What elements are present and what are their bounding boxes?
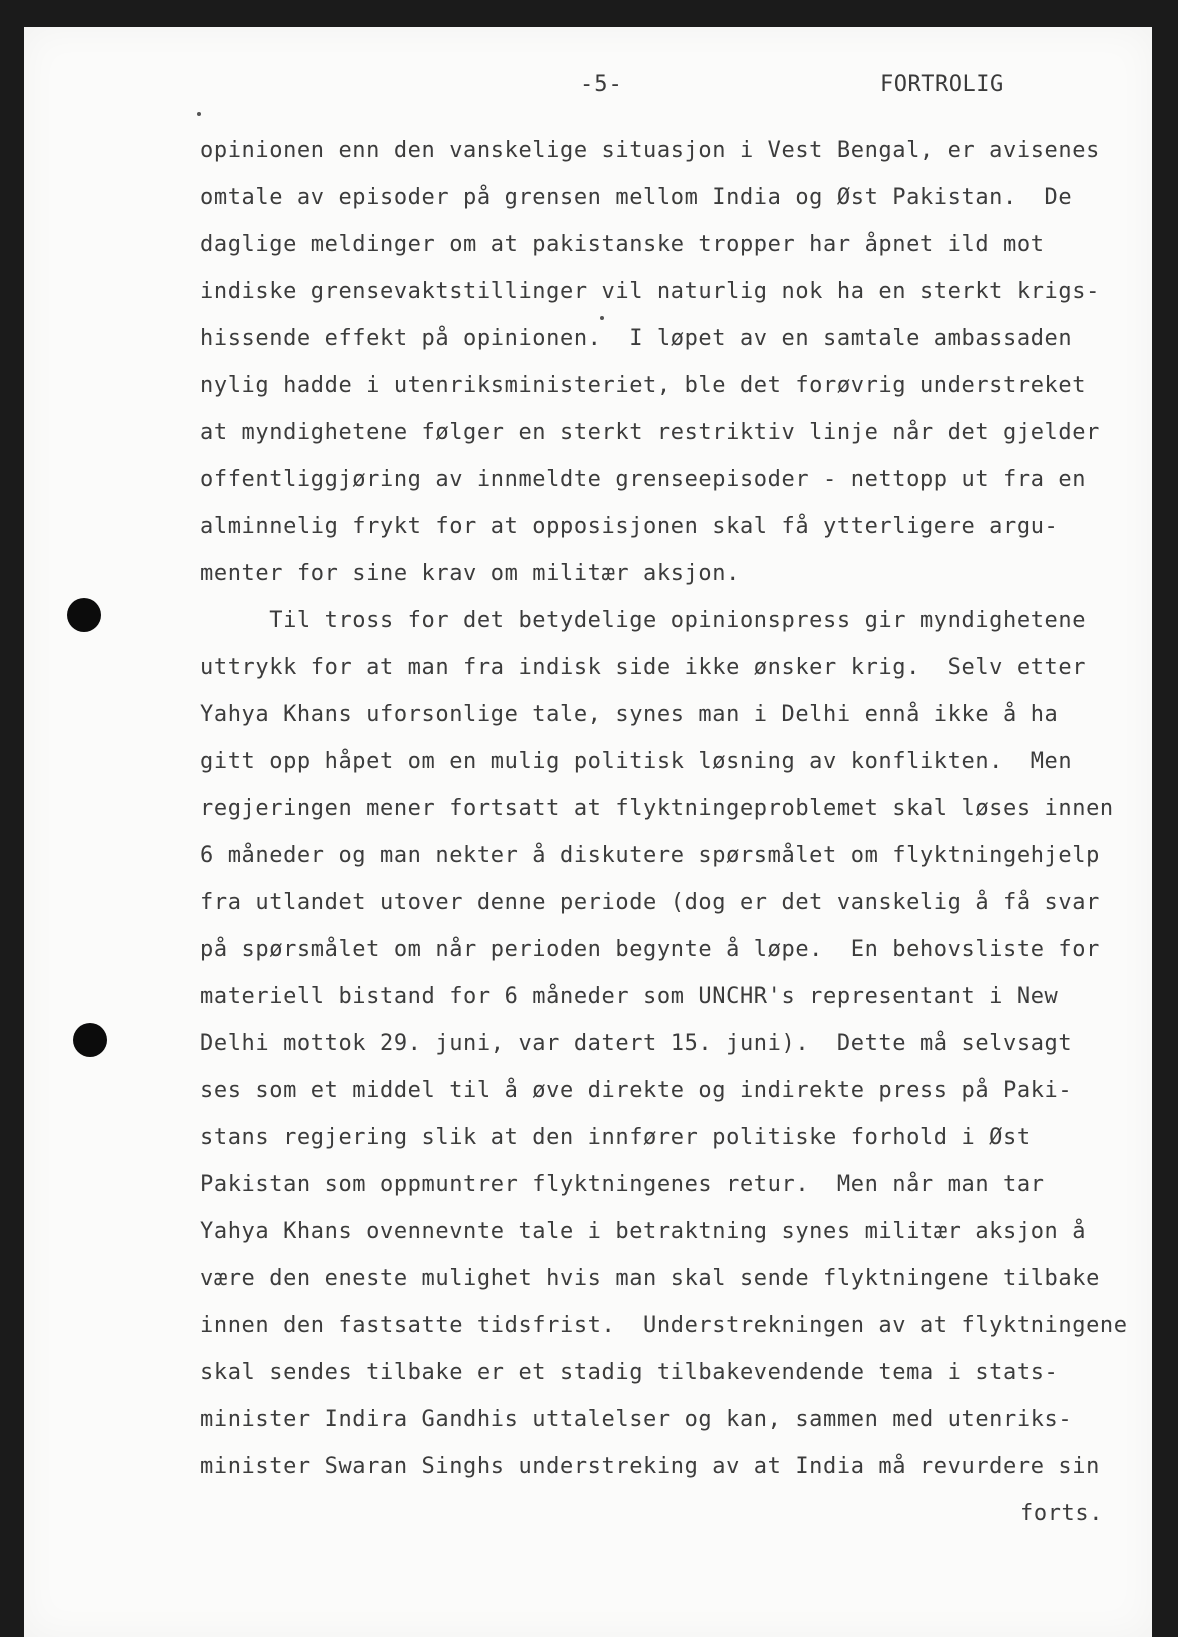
body-text-line: opinionen enn den vanskelige situasjon i Vest Bengal, er avisenes (200, 138, 1100, 163)
body-text-line: innen den fastsatte tidsfrist. Understrekningen av at flyktningene (200, 1313, 1128, 1338)
document-page (24, 27, 1152, 1637)
body-text-line: Delhi mottok 29. juni, var datert 15. juni). Dette må selvsagt (200, 1031, 1073, 1056)
body-text-line: nylig hadde i utenriksministeriet, ble det forøvrig understreket (200, 373, 1087, 398)
body-text-line: fra utlandet utover denne periode (dog er det vanskelig å få svar (200, 890, 1100, 915)
body-text-line: minister Indira Gandhis uttalelser og kan, sammen med utenriks- (200, 1407, 1073, 1432)
classification-marking: FORTROLIG (880, 72, 1004, 97)
punch-hole-top (67, 598, 101, 632)
body-text-line: 6 måneder og man nekter å diskutere spørsmålet om flyktningehjelp (200, 843, 1100, 868)
body-text-line: at myndighetene følger en sterkt restriktiv linje når det gjelder (200, 420, 1100, 445)
body-text-line: Til tross for det betydelige opinionspress gir myndighetene (200, 608, 1087, 633)
body-text-line: menter for sine krav om militær aksjon. (200, 561, 740, 586)
body-text-line: stans regjering slik at den innfører politiske forhold i Øst (200, 1125, 1031, 1150)
body-text-line: Yahya Khans uforsonlige tale, synes man i Delhi ennå ikke å ha (200, 702, 1059, 727)
body-text-line: minister Swaran Singhs understreking av at India må revurdere sin (200, 1454, 1100, 1479)
body-text-line: Pakistan som oppmuntrer flyktningenes retur. Men når man tar (200, 1172, 1045, 1197)
body-text-line: alminnelig frykt for at opposisjonen skal få ytterligere argu- (200, 514, 1059, 539)
body-text-line: regjeringen mener fortsatt at flyktningeproblemet skal løses innen (200, 796, 1114, 821)
body-text-line: daglige meldinger om at pakistanske tropper har åpnet ild mot (200, 232, 1045, 257)
body-text-line: skal sendes tilbake er et stadig tilbakevendende tema i stats- (200, 1360, 1059, 1385)
page-number: -5- (580, 72, 623, 97)
body-text-line: hissende effekt på opinionen. I løpet av en samtale ambassaden (200, 326, 1073, 351)
body-text-line: på spørsmålet om når perioden begynte å løpe. En behovsliste for (200, 937, 1100, 962)
body-text-line: indiske grensevaktstillinger vil naturlig nok ha en sterkt krigs- (200, 279, 1100, 304)
body-text-line: materiell bistand for 6 måneder som UNCHR's representant i New (200, 984, 1059, 1009)
body-text-line: være den eneste mulighet hvis man skal sende flyktningene tilbake (200, 1266, 1100, 1291)
body-text-line: uttrykk for at man fra indisk side ikke ønsker krig. Selv etter (200, 655, 1087, 680)
body-text-line: Yahya Khans ovennevnte tale i betraktning synes militær aksjon å (200, 1219, 1087, 1244)
paper-speck (197, 112, 201, 116)
body-text-line: gitt opp håpet om en mulig politisk løsning av konflikten. Men (200, 749, 1073, 774)
punch-hole-bottom (73, 1023, 107, 1057)
paper-speck (600, 316, 604, 320)
body-text-line: ses som et middel til å øve direkte og indirekte press på Paki- (200, 1078, 1073, 1103)
continuation-note: forts. (1020, 1501, 1104, 1526)
body-text-line: omtale av episoder på grensen mellom India og Øst Pakistan. De (200, 185, 1073, 210)
body-text-line: offentliggjøring av innmeldte grenseepisoder - nettopp ut fra en (200, 467, 1087, 492)
